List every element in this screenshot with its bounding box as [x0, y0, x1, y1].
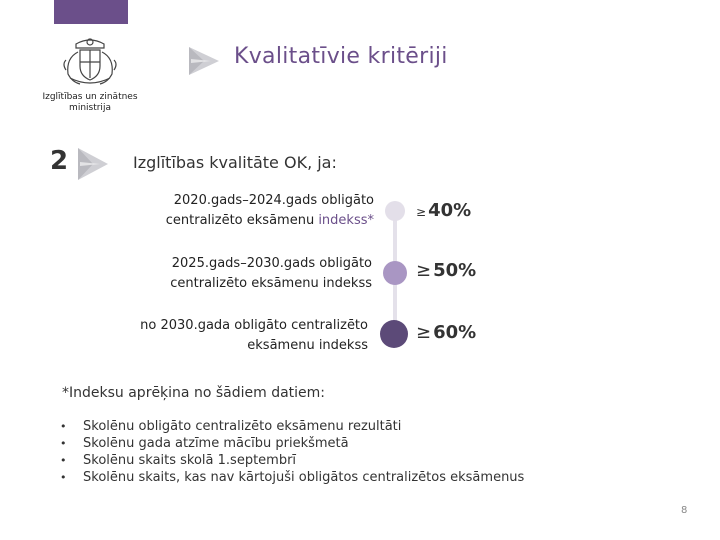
section-subtitle: Izglītības kvalitāte OK, ja:	[133, 153, 337, 172]
criterion-3-line-1: no 2030.gada obligāto centralizēto	[140, 318, 368, 333]
criterion-1-dot	[385, 201, 405, 221]
criterion-3-value: 60%	[433, 322, 477, 343]
page-number: 8	[681, 505, 688, 516]
criterion-3-threshold	[416, 322, 476, 343]
criterion-2-text	[170, 254, 372, 294]
criterion-1-line-1: 2020.gads–2024.gads obligāto	[173, 193, 374, 208]
top-accent-bar	[54, 0, 128, 24]
page-title: Kvalitatīvie kritēriji	[234, 44, 448, 69]
criterion-1-threshold	[416, 200, 471, 221]
coat-of-arms-icon	[58, 34, 122, 90]
ministry-logo	[40, 34, 140, 118]
criterion-2-symbol: ≥	[416, 260, 432, 281]
criterion-3-line-2: eksāmenu indekss	[247, 338, 368, 353]
list-item: • Skolēnu gada atzīme mācību priekšmetā	[60, 435, 524, 452]
footnote-list	[60, 418, 524, 486]
criterion-1-symbol: ≥	[416, 205, 427, 219]
list-item: • Skolēnu skaits, kas nav kārtojuši obligātos centralizētos eksāmenus	[60, 469, 524, 486]
criterion-1-text	[166, 191, 374, 231]
list-item: • Skolēnu skaits skolā 1.septembrī	[60, 452, 524, 469]
criterion-2-line-2: centralizēto eksāmenu indekss	[170, 276, 372, 291]
criterion-2-threshold	[416, 260, 476, 281]
list-item: • Skolēnu obligāto centralizēto eksāmenu rezultāti	[60, 418, 524, 435]
footnote-title: *Indeksu aprēķina no šādiem datiem:	[62, 385, 326, 401]
logo-line-1: Izglītības un zinātnes	[42, 92, 138, 102]
criterion-1-value: 40%	[428, 200, 472, 221]
criterion-1-line-2b: indekss*	[318, 213, 374, 228]
criterion-1-line-2a: centralizēto eksāmenu	[165, 213, 319, 228]
section-number: 2	[50, 146, 69, 176]
arrow-right-icon	[76, 146, 110, 182]
criterion-2-line-1: 2025.gads–2030.gads obligāto	[171, 256, 372, 271]
criterion-2-dot	[383, 261, 407, 285]
arrow-right-icon	[187, 45, 221, 77]
criterion-3-text	[140, 316, 368, 356]
criterion-2-value: 50%	[433, 260, 477, 281]
criterion-3-symbol: ≥	[416, 322, 432, 343]
logo-line-2: ministrija	[69, 103, 111, 113]
criterion-3-dot	[380, 320, 408, 348]
